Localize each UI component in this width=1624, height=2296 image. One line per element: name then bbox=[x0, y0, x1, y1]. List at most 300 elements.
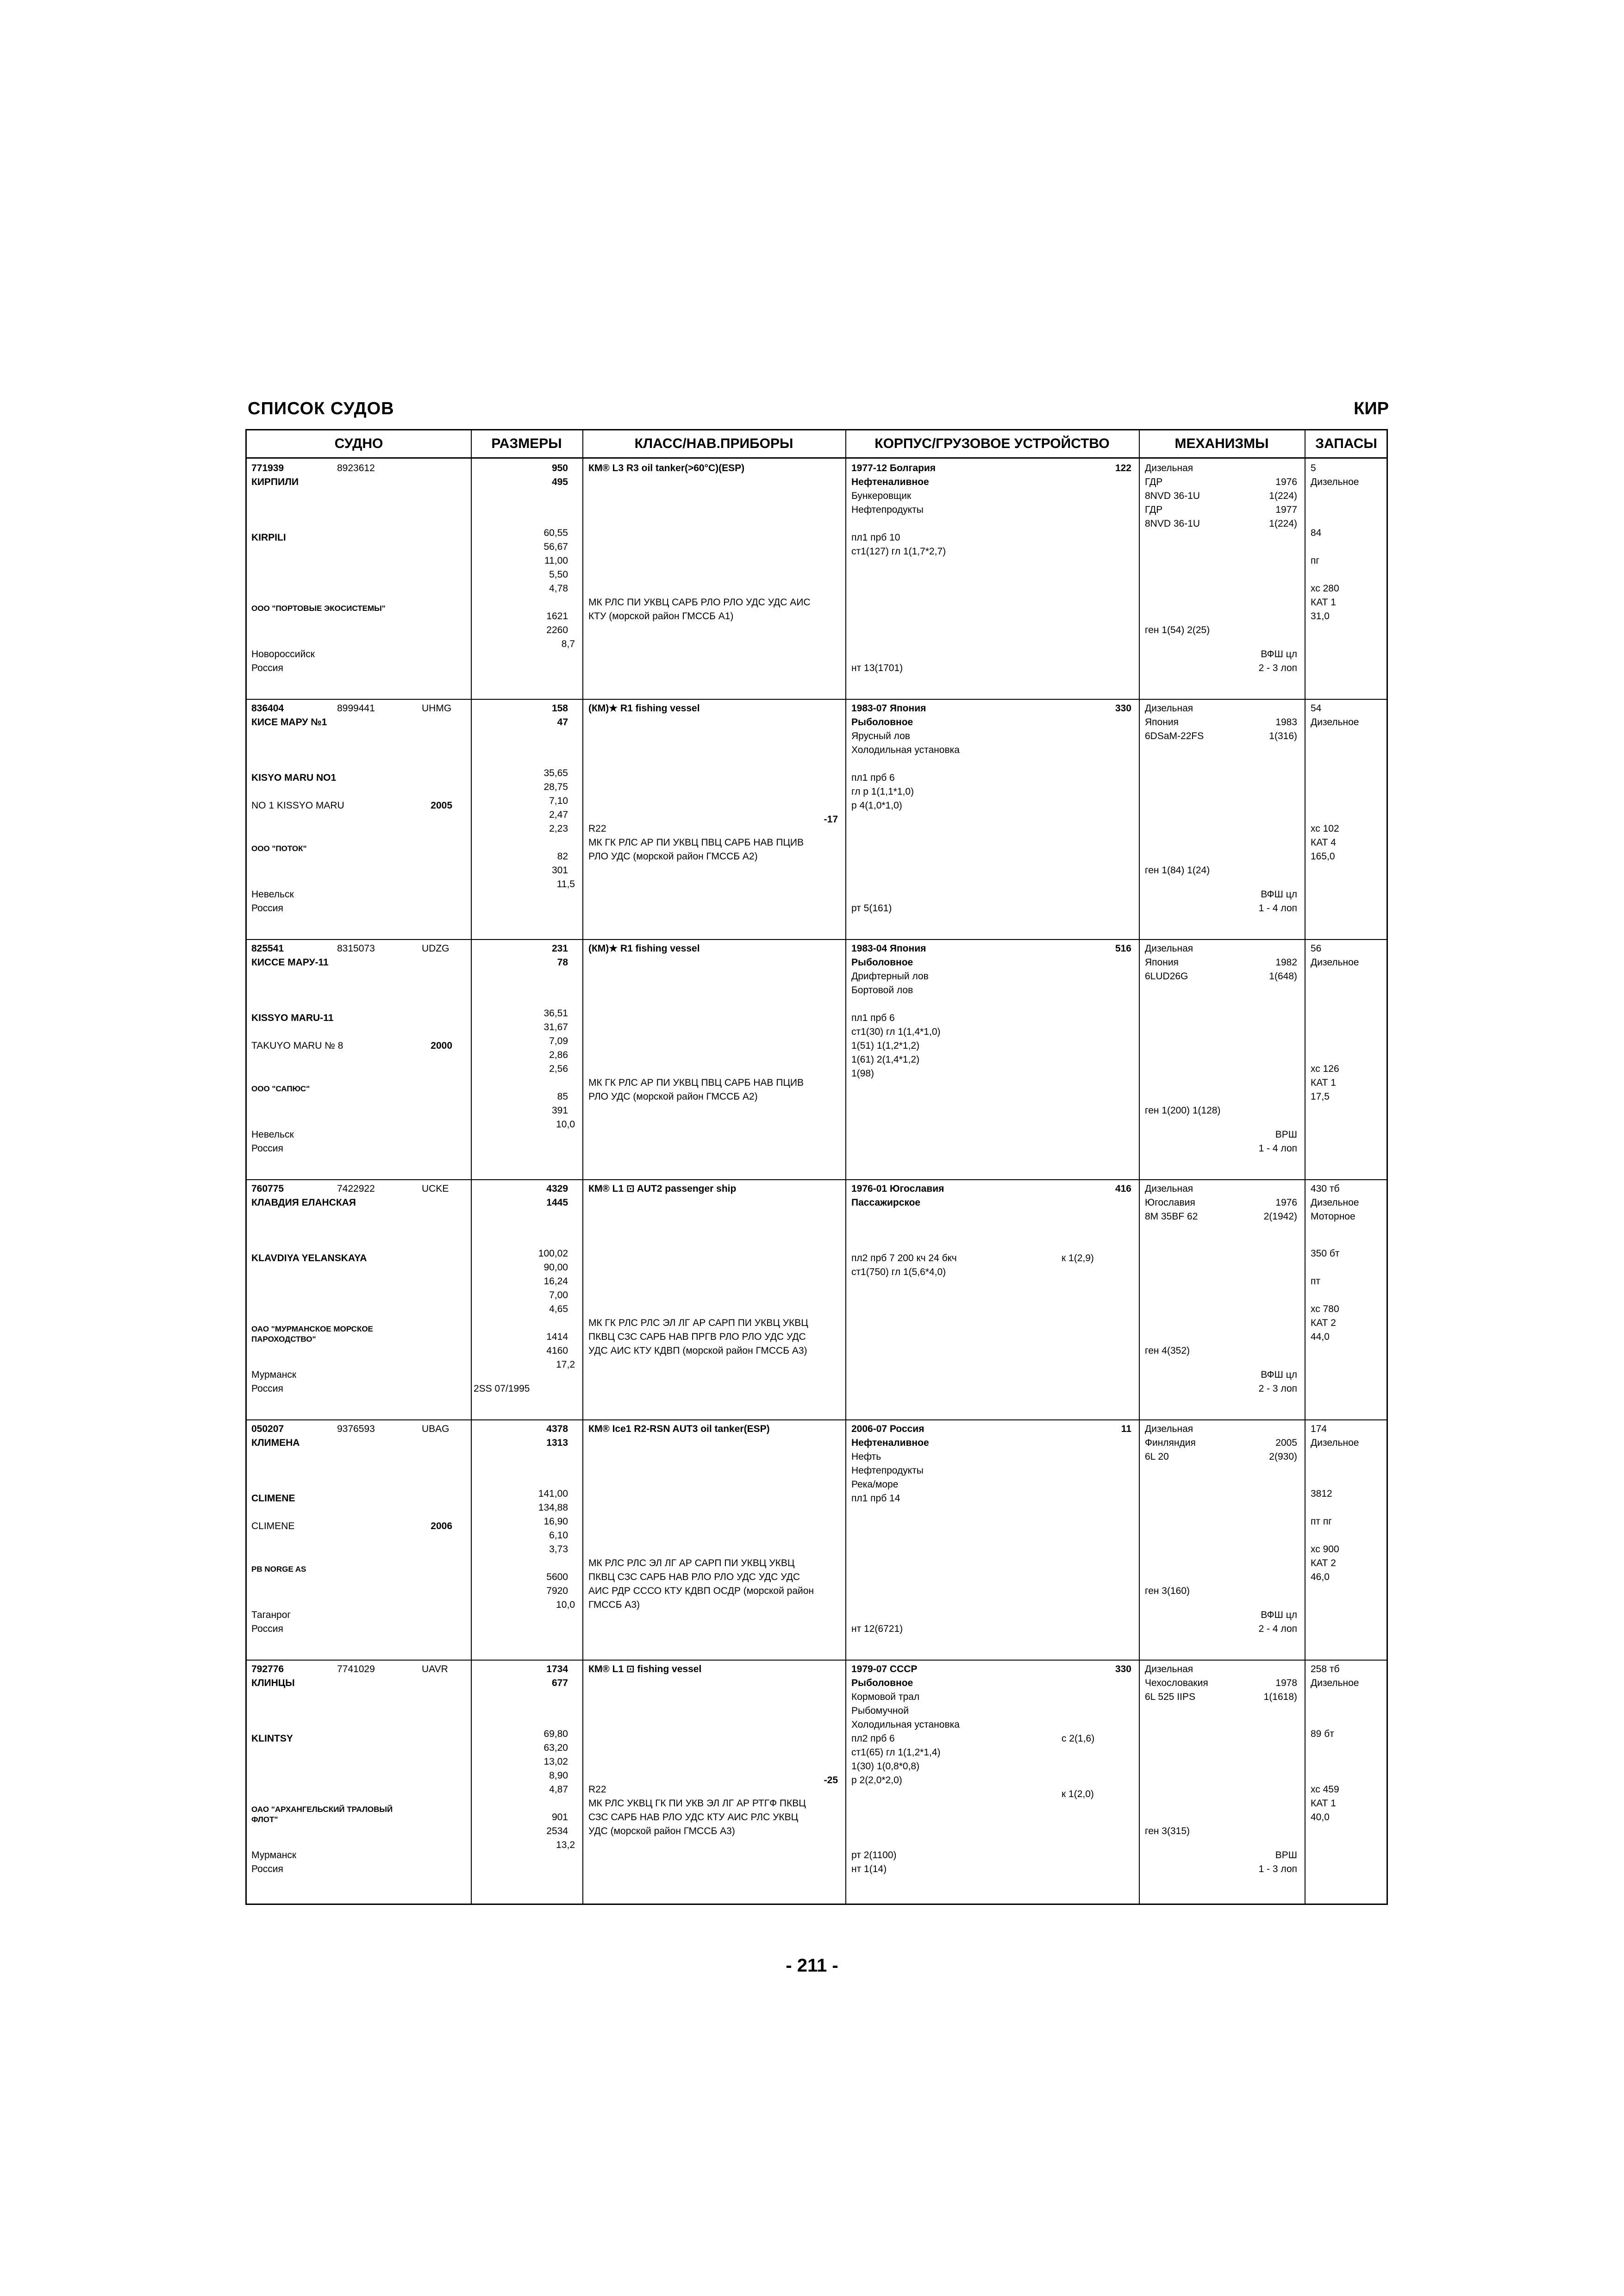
former-name: CLIMENE bbox=[251, 1521, 295, 1531]
stores-fuel: Дизельное bbox=[1311, 1678, 1359, 1688]
hull-type: Бункеровщик bbox=[851, 491, 912, 501]
engine-detail: Дизельная bbox=[1145, 1183, 1193, 1194]
vessel-name-ru: КИСЕ МАРУ №1 bbox=[251, 717, 327, 728]
dimension-value: 391 bbox=[551, 1105, 568, 1116]
dimension-value: 1313 bbox=[546, 1437, 568, 1448]
hull-type: Рыболовное bbox=[851, 957, 913, 968]
imo-number: 7422922 bbox=[337, 1183, 375, 1194]
dimension-value: 85 bbox=[557, 1091, 568, 1102]
former-name-year: 2005 bbox=[431, 800, 452, 811]
home-port: Таганрог bbox=[251, 1610, 291, 1620]
former-name: TAKUYO MARU № 8 bbox=[251, 1040, 344, 1051]
column-header-class: КЛАСС/НАВ.ПРИБОРЫ bbox=[634, 436, 793, 451]
hull-detail: пл1 прб 6 bbox=[851, 772, 895, 783]
dimension-value: 3,73 bbox=[549, 1544, 568, 1555]
vessel-name-ru: КЛИМЕНА bbox=[251, 1437, 300, 1448]
propeller-type: ВФШ цл bbox=[1261, 649, 1297, 660]
flag-country: Россия bbox=[251, 663, 283, 673]
engine-detail: Дизельная bbox=[1145, 703, 1193, 714]
stores-detail: 84 bbox=[1311, 528, 1322, 538]
dimension-value: 4160 bbox=[546, 1345, 568, 1356]
engine-detail: Югославия bbox=[1145, 1197, 1195, 1208]
stores-crew: хс 126 bbox=[1311, 1064, 1339, 1074]
hull-type: Холодильная установка bbox=[851, 1719, 960, 1730]
refrigerant: R22 bbox=[588, 1784, 606, 1795]
stores-detail: пт пг bbox=[1311, 1516, 1332, 1527]
column-header-stores: ЗАПАСЫ bbox=[1315, 436, 1377, 451]
stores-crew: КАТ 4 bbox=[1311, 837, 1336, 848]
stores-crew: 46,0 bbox=[1311, 1572, 1330, 1582]
generators: ген 4(352) bbox=[1145, 1345, 1190, 1356]
generators: ген 1(84) 1(24) bbox=[1145, 865, 1210, 876]
propeller-blades: 2 - 3 лоп bbox=[1258, 1383, 1297, 1394]
hull-detail: 1(30) 1(0,8*0,8) bbox=[851, 1761, 920, 1772]
dimension-value: 35,65 bbox=[543, 768, 568, 778]
hull-detail: пл2 прб 6 bbox=[851, 1733, 895, 1744]
engine-value: 1982 bbox=[1275, 957, 1297, 968]
ship-register-table bbox=[245, 429, 1388, 1905]
dimension-value: 11,00 bbox=[544, 555, 568, 566]
stores-fuel: 174 bbox=[1311, 1424, 1327, 1434]
vessel-name-en: KLAVDIYA YELANSKAYA bbox=[251, 1253, 367, 1263]
vessel-owner: ООО "ПОТОК" bbox=[251, 844, 307, 853]
hull-built: 2006-07 Россия bbox=[851, 1424, 924, 1434]
navigation-equipment: ГМССБ А3) bbox=[588, 1599, 640, 1610]
engine-detail: 6DSaM-22FS bbox=[1145, 731, 1204, 741]
hull-built: 1979-07 СССР bbox=[851, 1664, 918, 1674]
former-name: NO 1 KISSYO MARU bbox=[251, 800, 344, 811]
hull-number: 11 bbox=[1121, 1424, 1131, 1434]
dimension-value: 7,09 bbox=[549, 1036, 568, 1046]
dimension-value: 63,20 bbox=[543, 1742, 568, 1753]
engine-value: 1977 bbox=[1275, 504, 1297, 515]
hull-detail: 1(61) 2(1,4*1,2) bbox=[851, 1054, 920, 1065]
hull-detail: р 2(2,0*2,0) bbox=[851, 1775, 902, 1786]
stores-detail: 89 бт bbox=[1311, 1729, 1334, 1739]
navigation-equipment: РЛО УДС (морской район ГМССБ А2) bbox=[588, 1091, 758, 1102]
hull-number: 516 bbox=[1115, 943, 1131, 954]
refrigerant: R22 bbox=[588, 823, 606, 834]
dimension-value: 10,0 bbox=[556, 1599, 575, 1610]
class-notation: КМ® L3 R3 oil tanker(>60°C)(ESP) bbox=[588, 463, 745, 473]
former-name-year: 2000 bbox=[431, 1040, 452, 1051]
vessel-owner: ООО "САПЮС" bbox=[251, 1084, 310, 1093]
navigation-equipment: АИС РДР СССО КТУ КДВП ОСДР (морской район bbox=[588, 1586, 814, 1596]
engine-detail: 8M 35BF 62 bbox=[1145, 1211, 1198, 1222]
class-notation: (КМ)★ R1 fishing vessel bbox=[588, 943, 700, 954]
engine-detail: Финляндия bbox=[1145, 1437, 1196, 1448]
stores-fuel: Дизельное bbox=[1311, 477, 1359, 487]
engine-value: 1978 bbox=[1275, 1678, 1297, 1688]
class-notation: КМ® Ice1 R2-RSN AUT3 oil tanker(ESP) bbox=[588, 1424, 770, 1434]
vessel-name-en: KISYO MARU NO1 bbox=[251, 772, 337, 783]
hull-detail: 1(51) 1(1,2*1,2) bbox=[851, 1040, 920, 1051]
flag-country: Россия bbox=[251, 1383, 283, 1394]
stores-fuel: 430 тб bbox=[1311, 1183, 1340, 1194]
vessel-name-en: KLINTSY bbox=[251, 1733, 293, 1744]
engine-detail: 8NVD 36-1U bbox=[1145, 518, 1200, 529]
engine-value: 1(316) bbox=[1269, 731, 1297, 741]
dimension-value: 495 bbox=[551, 477, 568, 487]
navigation-equipment: УДС (морской район ГМССБ А3) bbox=[588, 1826, 735, 1836]
dimension-value: 11,5 bbox=[556, 879, 575, 890]
dimension-value: 4329 bbox=[546, 1183, 568, 1194]
stores-crew: хс 280 bbox=[1311, 583, 1339, 594]
dimension-value: 100,02 bbox=[538, 1248, 568, 1259]
stores-crew: КАТ 1 bbox=[1311, 1077, 1336, 1088]
propeller-blades: 1 - 4 лоп bbox=[1258, 903, 1297, 914]
register-number: 836404 bbox=[251, 703, 284, 714]
engine-value: 1(224) bbox=[1269, 518, 1297, 529]
register-number: 825541 bbox=[251, 943, 284, 954]
hull-tanks: рт 2(1100) bbox=[851, 1850, 897, 1860]
stores-fuel: 258 тб bbox=[1311, 1664, 1340, 1674]
propeller-blades: 2 - 4 лоп bbox=[1258, 1624, 1297, 1634]
stores-crew: хс 102 bbox=[1311, 823, 1339, 834]
stores-detail: 3812 bbox=[1311, 1488, 1332, 1499]
register-number: 771939 bbox=[251, 463, 284, 473]
navigation-equipment: МК РЛС УКВЦ ГК ПИ УКВ ЭЛ ЛГ АР РТГФ ПКВЦ bbox=[588, 1798, 806, 1809]
call-sign: UDZG bbox=[422, 943, 450, 954]
dimension-value: 56,67 bbox=[543, 541, 568, 552]
column-header-dimensions: РАЗМЕРЫ bbox=[491, 436, 562, 451]
register-number: 792776 bbox=[251, 1664, 284, 1674]
navigation-equipment: МК РЛС ПИ УКВЦ САРБ РЛО РЛО УДС УДС АИС bbox=[588, 597, 811, 608]
page-number: - 211 - bbox=[786, 1955, 838, 1976]
call-sign: UAVR bbox=[422, 1664, 448, 1674]
hull-detail: р 4(1,0*1,0) bbox=[851, 800, 902, 811]
design-temperature: -17 bbox=[824, 814, 838, 825]
hull-detail: пл2 прб 7 200 кч 24 бкч bbox=[851, 1253, 957, 1263]
hull-detail: пл1 прб 6 bbox=[851, 1013, 895, 1023]
dimension-value: 2,86 bbox=[549, 1050, 568, 1060]
engine-value: 1983 bbox=[1275, 717, 1297, 728]
dimension-value: 1621 bbox=[546, 611, 568, 622]
engine-detail: ГДР bbox=[1145, 504, 1163, 515]
dimension-value: 8,90 bbox=[549, 1770, 568, 1781]
hull-side-detail: к 1(2,9) bbox=[1062, 1253, 1094, 1263]
stores-fuel: 54 bbox=[1311, 703, 1322, 714]
hull-type: Дрифтерный лов bbox=[851, 971, 929, 982]
engine-detail: Дизельная bbox=[1145, 1664, 1193, 1674]
hull-type: Нефтепродукты bbox=[851, 504, 924, 515]
dimension-value: 5,50 bbox=[549, 569, 568, 580]
hull-detail: пл1 прб 14 bbox=[851, 1493, 900, 1504]
dimension-value: 78 bbox=[557, 957, 568, 968]
stores-crew: 44,0 bbox=[1311, 1332, 1330, 1342]
stores-crew: хс 780 bbox=[1311, 1304, 1339, 1314]
engine-detail: Дизельная bbox=[1145, 943, 1193, 954]
engine-detail: Япония bbox=[1145, 717, 1179, 728]
page-title: СПИСОК СУДОВ bbox=[248, 399, 394, 418]
section-code: КИР bbox=[1354, 399, 1389, 418]
dimension-value: 16,24 bbox=[543, 1276, 568, 1287]
register-number: 760775 bbox=[251, 1183, 284, 1194]
hull-number: 330 bbox=[1115, 703, 1131, 714]
vessel-owner: ОАО "АРХАНГЕЛЬСКИЙ ТРАЛОВЫЙ ФЛОТ" bbox=[251, 1805, 393, 1824]
hull-type: Рыболовное bbox=[851, 717, 913, 728]
dimension-value: 8,7 bbox=[561, 639, 575, 649]
hull-side-detail: с 2(1,6) bbox=[1062, 1733, 1095, 1744]
hull-tanks: нт 1(14) bbox=[851, 1864, 887, 1874]
dimension-value: 134,88 bbox=[538, 1502, 568, 1513]
vessel-record bbox=[247, 699, 1387, 940]
stores-fuel: 5 bbox=[1311, 463, 1316, 473]
dimension-value: 7,10 bbox=[549, 796, 568, 806]
navigation-equipment: КТУ (морской район ГМССБ А1) bbox=[588, 611, 734, 622]
home-port: Невельск bbox=[251, 1129, 294, 1140]
vessel-record bbox=[247, 1179, 1387, 1420]
vessel-owner: ОАО "МУРМАНСКОЕ МОРСКОЕ ПАРОХОДСТВО" bbox=[251, 1325, 373, 1344]
dimension-value: 4,78 bbox=[549, 583, 568, 594]
hull-type: Нефтепродукты bbox=[851, 1465, 924, 1476]
generators: ген 1(200) 1(128) bbox=[1145, 1105, 1221, 1116]
engine-detail: 6L 525 IIPS bbox=[1145, 1692, 1195, 1702]
stores-fuel: 56 bbox=[1311, 943, 1322, 954]
hull-type: Бортовой лов bbox=[851, 985, 913, 996]
dimension-value: 36,51 bbox=[543, 1008, 568, 1019]
hull-type: Нефть bbox=[851, 1451, 881, 1462]
dimension-value: 69,80 bbox=[543, 1729, 568, 1739]
hull-built: 1977-12 Болгария bbox=[851, 463, 936, 473]
navigation-equipment: МК ГК РЛС РЛС ЭЛ ЛГ АР САРП ПИ УКВЦ УКВЦ bbox=[588, 1318, 808, 1328]
former-name-year: 2006 bbox=[431, 1521, 452, 1531]
dimension-value: 158 bbox=[551, 703, 568, 714]
stores-crew: КАТ 1 bbox=[1311, 597, 1336, 608]
stores-crew: 165,0 bbox=[1311, 851, 1335, 862]
propeller-type: ВРШ bbox=[1275, 1129, 1297, 1140]
generators: ген 3(315) bbox=[1145, 1826, 1190, 1836]
imo-number: 8315073 bbox=[337, 943, 375, 954]
engine-detail: 8NVD 36-1U bbox=[1145, 491, 1200, 501]
home-port: Мурманск bbox=[251, 1850, 297, 1860]
dimension-value: 1734 bbox=[546, 1664, 568, 1674]
stores-fuel: Моторное bbox=[1311, 1211, 1355, 1222]
dimension-value: 4378 bbox=[546, 1424, 568, 1434]
dimension-value: 13,2 bbox=[556, 1840, 575, 1850]
hull-number: 122 bbox=[1115, 463, 1131, 473]
imo-number: 9376593 bbox=[337, 1424, 375, 1434]
propeller-type: ВФШ цл bbox=[1261, 889, 1297, 900]
vessel-record bbox=[247, 1660, 1387, 1900]
dimension-value: 5600 bbox=[546, 1572, 568, 1582]
vessel-record bbox=[247, 1419, 1387, 1661]
vessel-record bbox=[247, 459, 1387, 700]
hull-side-detail: к 1(2,0) bbox=[1062, 1789, 1094, 1799]
navigation-equipment: МК ГК РЛС АР ПИ УКВЦ ПВЦ САРБ НАВ ПЦИВ bbox=[588, 837, 804, 848]
vessel-name-ru: КИССЕ МАРУ-11 bbox=[251, 957, 329, 968]
propeller-blades: 1 - 3 лоп bbox=[1258, 1864, 1297, 1874]
dimension-value: 17,2 bbox=[556, 1359, 575, 1370]
flag-country: Россия bbox=[251, 1143, 283, 1154]
navigation-equipment: МК ГК РЛС АР ПИ УКВЦ ПВЦ САРБ НАВ ПЦИВ bbox=[588, 1077, 804, 1088]
hull-type: Холодильная установка bbox=[851, 745, 960, 755]
hull-type: Рыбомучной bbox=[851, 1705, 909, 1716]
dimension-value: 4,87 bbox=[549, 1784, 568, 1795]
dimension-value: 60,55 bbox=[543, 528, 568, 538]
flag-country: Россия bbox=[251, 1864, 283, 1874]
generators: ген 3(160) bbox=[1145, 1586, 1190, 1596]
propeller-blades: 2 - 3 лоп bbox=[1258, 663, 1297, 673]
dimension-value: 2,47 bbox=[549, 809, 568, 820]
stores-fuel: Дизельное bbox=[1311, 1197, 1359, 1208]
hull-built: 1983-07 Япония bbox=[851, 703, 926, 714]
dimension-value: 1445 bbox=[546, 1197, 568, 1208]
hull-detail: ст1(127) гл 1(1,7*2,7) bbox=[851, 546, 946, 557]
flag-country: Россия bbox=[251, 903, 283, 914]
vessel-owner: PB NORGE AS bbox=[251, 1565, 306, 1574]
engine-detail: Чехословакия bbox=[1145, 1678, 1208, 1688]
navigation-equipment: СЗС САРБ НАВ РЛО УДС КТУ АИС РЛС УКВЦ bbox=[588, 1812, 799, 1823]
column-header-vessel: СУДНО bbox=[334, 436, 383, 451]
stores-crew: 17,5 bbox=[1311, 1091, 1330, 1102]
dimension-value: 90,00 bbox=[543, 1262, 568, 1273]
hull-type: Ярусный лов bbox=[851, 731, 910, 741]
hull-built: 1983-04 Япония bbox=[851, 943, 926, 954]
vessel-name-ru: КЛИНЦЫ bbox=[251, 1678, 295, 1688]
engine-detail: 6L 20 bbox=[1145, 1451, 1169, 1462]
engine-value: 1976 bbox=[1275, 477, 1297, 487]
dimension-value: 16,90 bbox=[543, 1516, 568, 1527]
dimension-value: 1414 bbox=[546, 1332, 568, 1342]
stores-crew: КАТ 1 bbox=[1311, 1798, 1336, 1809]
stores-crew: КАТ 2 bbox=[1311, 1558, 1336, 1568]
dimension-value: 13,02 bbox=[543, 1756, 568, 1767]
propeller-type: ВФШ цл bbox=[1261, 1369, 1297, 1380]
stores-fuel: Дизельное bbox=[1311, 957, 1359, 968]
column-header-machinery: МЕХАНИЗМЫ bbox=[1174, 436, 1269, 451]
propeller-type: ВРШ bbox=[1275, 1850, 1297, 1860]
stores-crew: хс 900 bbox=[1311, 1544, 1339, 1555]
hull-type: Нефтеналивное bbox=[851, 477, 929, 487]
vessel-name-ru: КИРПИЛИ bbox=[251, 477, 299, 487]
hull-number: 330 bbox=[1115, 1664, 1131, 1674]
dimension-value: 2260 bbox=[546, 625, 568, 635]
hull-type: Пассажирское bbox=[851, 1197, 921, 1208]
stores-fuel: Дизельное bbox=[1311, 717, 1359, 728]
dimension-value: 677 bbox=[551, 1678, 568, 1688]
hull-built: 1976-01 Югославия bbox=[851, 1183, 944, 1194]
stores-detail: 350 бт bbox=[1311, 1248, 1340, 1259]
call-sign: UCKE bbox=[422, 1183, 449, 1194]
hull-tanks: рт 5(161) bbox=[851, 903, 892, 914]
dimension-value: 10,0 bbox=[556, 1119, 575, 1130]
stores-crew: КАТ 2 bbox=[1311, 1318, 1336, 1328]
dimension-value: 231 bbox=[551, 943, 568, 954]
dimension-value: 82 bbox=[557, 851, 568, 862]
propeller-blades: 1 - 4 лоп bbox=[1258, 1143, 1297, 1154]
stores-crew: 40,0 bbox=[1311, 1812, 1330, 1823]
imo-number: 8923612 bbox=[337, 463, 375, 473]
survey-date: 2SS 07/1995 bbox=[474, 1383, 530, 1394]
engine-value: 2(930) bbox=[1269, 1451, 1297, 1462]
dimension-value: 2,56 bbox=[549, 1064, 568, 1074]
dimension-value: 2,23 bbox=[549, 823, 568, 834]
navigation-equipment: ПКВЦ СЗС САРБ НАВ РЛО РЛО УДС УДС УДС bbox=[588, 1572, 800, 1582]
vessel-owner: ООО "ПОРТОВЫЕ ЭКОСИСТЕМЫ" bbox=[251, 604, 386, 613]
navigation-equipment: РЛО УДС (морской район ГМССБ А2) bbox=[588, 851, 758, 862]
engine-value: 2(1942) bbox=[1263, 1211, 1297, 1222]
dimension-value: 31,67 bbox=[543, 1022, 568, 1033]
vessel-name-en: KISSYO MARU-11 bbox=[251, 1013, 334, 1023]
hull-detail: ст1(750) гл 1(5,6*4,0) bbox=[851, 1267, 946, 1277]
hull-detail: 1(98) bbox=[851, 1068, 874, 1079]
stores-detail: пт bbox=[1311, 1276, 1320, 1287]
design-temperature: -25 bbox=[824, 1775, 838, 1786]
hull-detail: гл р 1(1,1*1,0) bbox=[851, 786, 914, 797]
dimension-value: 901 bbox=[551, 1812, 568, 1823]
hull-type: Кормовой трал bbox=[851, 1692, 920, 1702]
engine-detail: 6LUD26G bbox=[1145, 971, 1188, 982]
flag-country: Россия bbox=[251, 1624, 283, 1634]
engine-value: 1(224) bbox=[1269, 491, 1297, 501]
dimension-value: 4,65 bbox=[549, 1304, 568, 1314]
engine-value: 2005 bbox=[1275, 1437, 1297, 1448]
engine-detail: ГДР bbox=[1145, 477, 1163, 487]
hull-type: Рыболовное bbox=[851, 1678, 913, 1688]
stores-fuel: Дизельное bbox=[1311, 1437, 1359, 1448]
vessel-name-ru: КЛАВДИЯ ЕЛАНСКАЯ bbox=[251, 1197, 356, 1208]
dimension-value: 6,10 bbox=[549, 1530, 568, 1541]
vessel-record bbox=[247, 939, 1387, 1180]
dimension-value: 7,00 bbox=[549, 1290, 568, 1300]
generators: ген 1(54) 2(25) bbox=[1145, 625, 1210, 635]
engine-value: 1976 bbox=[1275, 1197, 1297, 1208]
call-sign: UBAG bbox=[422, 1424, 450, 1434]
stores-crew: 31,0 bbox=[1311, 611, 1330, 622]
vessel-name-en: KIRPILI bbox=[251, 532, 286, 543]
class-notation: КМ® L1 ⊡ fishing vessel bbox=[588, 1664, 702, 1674]
table-header bbox=[247, 430, 1387, 459]
imo-number: 8999441 bbox=[337, 703, 375, 714]
dimension-value: 7920 bbox=[546, 1586, 568, 1596]
engine-value: 1(1618) bbox=[1263, 1692, 1297, 1702]
stores-crew: хс 459 bbox=[1311, 1784, 1339, 1795]
hull-detail: ст1(65) гл 1(1,2*1,4) bbox=[851, 1747, 941, 1758]
navigation-equipment: УДС АИС КТУ КДВП (морской район ГМССБ А3) bbox=[588, 1345, 807, 1356]
dimension-value: 301 bbox=[551, 865, 568, 876]
hull-detail: пл1 прб 10 bbox=[851, 532, 900, 543]
propeller-type: ВФШ цл bbox=[1261, 1610, 1297, 1620]
engine-detail: Дизельная bbox=[1145, 1424, 1193, 1434]
engine-detail: Япония bbox=[1145, 957, 1179, 968]
vessel-name-en: CLIMENE bbox=[251, 1493, 295, 1504]
navigation-equipment: МК РЛС РЛС ЭЛ ЛГ АР САРП ПИ УКВЦ УКВЦ bbox=[588, 1558, 795, 1568]
hull-tanks: нт 12(6721) bbox=[851, 1624, 903, 1634]
home-port: Мурманск bbox=[251, 1369, 297, 1380]
column-header-hull: КОРПУС/ГРУЗОВОЕ УСТРОЙСТВО bbox=[874, 436, 1110, 451]
dimension-value: 47 bbox=[557, 717, 568, 728]
hull-number: 416 bbox=[1115, 1183, 1131, 1194]
class-notation: КМ® L1 ⊡ AUT2 passenger ship bbox=[588, 1183, 737, 1194]
dimension-value: 2534 bbox=[546, 1826, 568, 1836]
class-notation: (КМ)★ R1 fishing vessel bbox=[588, 703, 700, 714]
home-port: Невельск bbox=[251, 889, 294, 900]
engine-value: 1(648) bbox=[1269, 971, 1297, 982]
dimension-value: 950 bbox=[551, 463, 568, 473]
hull-type: Нефтеналивное bbox=[851, 1437, 929, 1448]
dimension-value: 28,75 bbox=[543, 782, 568, 792]
engine-detail: Дизельная bbox=[1145, 463, 1193, 473]
stores-detail: пг bbox=[1311, 555, 1320, 566]
hull-type: Река/море bbox=[851, 1479, 899, 1490]
register-number: 050207 bbox=[251, 1424, 284, 1434]
hull-detail: ст1(30) гл 1(1,4*1,0) bbox=[851, 1027, 941, 1037]
imo-number: 7741029 bbox=[337, 1664, 375, 1674]
dimension-value: 141,00 bbox=[538, 1488, 568, 1499]
hull-tanks: нт 13(1701) bbox=[851, 663, 903, 673]
home-port: Новороссийск bbox=[251, 649, 315, 660]
